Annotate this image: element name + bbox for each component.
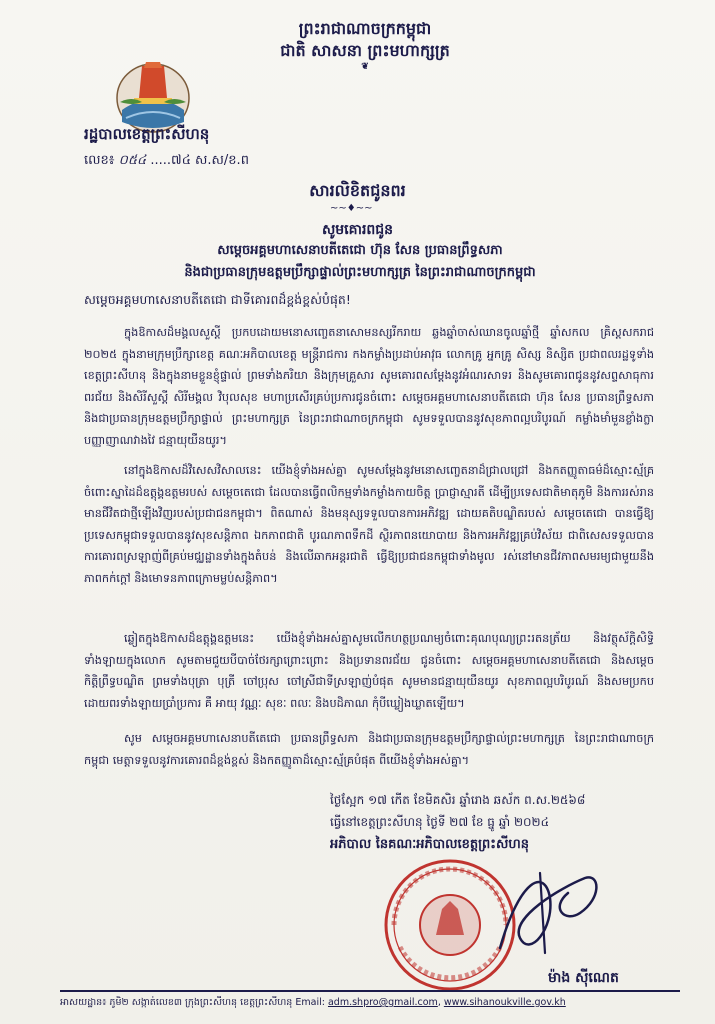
salutation: សម្តេចអគ្គមហាសេនាបតីតេជោ ជាទីគោរពដ៏ខ្ពង់ខ្ពស់បំផុត! [84,292,351,307]
kingdom-name: ព្រះរាជាណាចក្រកម្ពុជា [298,19,432,38]
footer-divider [60,990,680,992]
ref-handwritten-number: ០៥៤ [118,153,147,168]
address-text: ភូមិ២ សង្កាត់លេខ៣ ក្រុងព្រះសីហនុ ខេត្តព្រះសីហនុ [109,997,293,1008]
addressee-line-2: និងជាប្រធានក្រុមឧត្តមប្រឹក្សាផ្ទាល់ព្រះមហាក្សត្រ នៃព្រះរាជាណាចក្រកម្ពុជា [184,265,536,280]
email-label: Email: [295,997,325,1008]
ref-suffix: .....៧៤ ស.ស/ខ.ព [150,153,249,168]
footer-contact: អាសយដ្ឋាន៖ ភូមិ២ សង្កាត់លេខ៣ ក្រុងព្រះសីហនុ ខេត្តព្រះសីហនុ Email: adm.shpro@gmail.com, www.sihanoukville.gov.kh [60,997,566,1008]
sender-administration: រដ្ឋបាលខេត្តព្រះសីហនុ [84,125,210,143]
letter-title: សារលិខិតជូនពរ [309,181,406,200]
address-label: អាសយដ្ឋាន៖ [60,997,107,1008]
website-link[interactable]: www.sihanoukville.gov.kh [443,997,566,1008]
solar-date: ធ្វើនៅខេត្តព្រះសីហនុ ថ្ងៃទី ២៧ ខែ ធ្នូ ឆ្នាំ ២០២៤ [330,815,550,829]
addressee-line-1: សម្តេចអគ្គមហាសេនាបតីតេជោ ហ៊ុន សែន ប្រធានព្រឹទ្ធសភា [217,243,503,258]
body-paragraph-4: សូម សម្តេចអគ្គមហាសេនាបតីតេជោ ប្រធានព្រឹទ្ធសភា និងជាប្រធានក្រុមឧត្តមប្រឹក្សាផ្ទាល់ព្រះមហាក្សត្រ នៃព្រះរាជាណាចក្រកម្ពុជា មេត្តាទទួលនូវការគោរពដ៏ខ្ពង់ខ្ពស់ និងកតញ្ញូតាដ៏ស្មោះស្ម័គ្របំផុត ពីយើងខ្ញុំទាំងអស់គ្នា។ [84,732,654,767]
body-paragraph-3: ឆ្លៀតក្នុងឱកាសដ៏ឧត្តុង្គឧត្តមនេះ យើងខ្ញុំទាំងអស់គ្នាសូមលើកហត្ថប្រណម្យចំពោះគុណបុណ្យព្រះរតនត្រ័យ និងវត្ថុស័ក្តិសិទ្ធិទាំងឡាយក្នុងលោក សូមតាមជួយបីបាច់ថែរក្សាព្រោះព្រោះ និងប្រទានពរជ័យ ជូនចំពោះ សម្តេចអគ្គមហាសេនាបតីតេជោ និងសម្តេចកិត្តិព្រឹទ្ធបណ្ឌិត ព្រមទាំងបុត្រា បុត្រី ចៅប្រុស ចៅស្រីជាទីស្រឡាញ់បំផុត សូមមានជន្មាយុយឺនយូរ សុខភាពល្អបរិបូរណ៍ និងសមប្រកបដោយពរទាំងឡាយប្រាំប្រការ គឺ អាយុ វណ្ណៈ សុខៈ ពលៈ និងបដិភាណ កុំបីឃ្លៀងឃ្លាតឡើយ។ [84,632,654,710]
title-divider: ~~♦~~ [330,203,373,214]
signer-name: ម៉ាង ស៊ីណេត [548,970,619,986]
recipient-intro: សូមគោរពជូន [321,222,394,238]
kingdom-header [235,18,495,72]
signature-icon [490,858,610,968]
national-motto: ជាតិ សាសនា ព្រះមហាក្សត្រ [280,41,450,60]
ref-prefix: លេខ៖ [84,153,115,168]
header-ornament: ❦ [361,62,369,72]
email-link[interactable]: adm.shpro@gmail.com [327,997,438,1008]
body-paragraph-2: នៅក្នុងឱកាសដ៏វិសេសវិសាលនេះ យើងខ្ញុំទាំងអស់គ្នា សូមសម្តែងនូវមនោសញ្ចេតនាដ៏ជ្រាលជ្រៅ និងកតញ្ញូតាធម៌ដ៏ស្មោះស្ម័គ្រចំពោះស្នាដៃដ៏ឧត្តុង្គឧត្តមរបស់ សម្តេចតេជោ ដែលបានធ្វើពលិកម្មទាំងកម្លាំងកាយចិត្ត ប្រាជ្ញាស្មារតី ដើម្បីប្រទេសជាតិមាតុភូមិ និងការរស់រានមានជីវិតជាថ្មីឡើងវិញរបស់ប្រជាជនកម្ពុជា។ ពិតណាស់ និងមនុស្សទទួលបានការអភិវឌ្ឍ ដោយគតិបណ្ឌិតរបស់ សម្តេចតេជោ បានធ្វើឱ្យប្រទេសកម្ពុជាទទួលបាននូវសុខសន្តិភាព ឯកភាពជាតិ បូរណភាពទឹកដី ស្ថិរភាពនយោបាយ និងការអភិវឌ្ឍគ្រប់វិស័យ ជាពិសេសទទួលបានការគោរពស្រឡាញ់ពីគ្រប់មជ្ឈដ្ឋានទាំងក្នុងតំបន់ និងលើឆាកអន្តរជាតិ ធ្វើឱ្យប្រជាជនកម្ពុជាទាំងមូល រស់នៅមានជីវភាពសមរម្យជាមួយនឹងភាពកក់ក្តៅ និងមោទនភាពក្រោមម្លប់សន្តិភាព។ [84,464,654,585]
lunar-date: ថ្ងៃស្អែក ១៧ កើត ខែមិគសិរ ឆ្នាំរោង ឆស័ក ព.ស.២៥៦៨ [330,793,586,807]
body-paragraph-1: ក្នុងឱកាសដ៏មង្គលសួស្តី ប្រកបដោយមនោសញ្ចេតនាសោមនស្សរីករាយ ឆ្លងឆ្នាំចាស់ឈានចូលឆ្នាំថ្មី ឆ្នាំសកល គ្រិស្តសករាជ ២០២៥ ក្នុងនាមក្រុមប្រឹក្សាខេត្ត គណៈអភិបាលខេត្ត មន្ត្រីរាជការ កងកម្លាំងប្រដាប់អាវុធ លោកគ្រូ អ្នកគ្រូ សិស្ស និស្សិត ប្រជាពលរដ្ឋទូទាំងខេត្តព្រះសីហនុ និងក្នុងនាមខ្លួនខ្ញុំផ្ទាល់ ព្រមទាំងភរិយា និងក្រុមគ្រួសារ សូមគោរពសម្តែងនូវអំណរសាទរ និងសូមគោរពជូននូវសព្ទសាធុការពរជ័យ និងសិរីសួស្តី សិរីមង្គល វិបុលសុខ មហាប្រសើរគ្រប់ប្រការជូនចំពោះ សម្តេចអគ្គមហាសេនាបតីតេជោ ហ៊ុន សែន ប្រធានព្រឹទ្ធសភា និងជាប្រធានក្រុមឧត្តមប្រឹក្សាផ្ទាល់ ព្រះមហាក្សត្រ នៃព្រះរាជាណាចក្រកម្ពុជា សូមទទួលបាននូវសុខភាពល្អបរិបូរណ៍ កម្លាំងមាំមួនខ្លាំងក្លា បញ្ញាញាណវាងវៃ ជន្មាយុយឺនយូរ។ [84,326,654,447]
signer-title: អភិបាល នៃគណៈអភិបាលខេត្តព្រះសីហនុ [330,837,529,852]
reference-number [84,152,249,171]
